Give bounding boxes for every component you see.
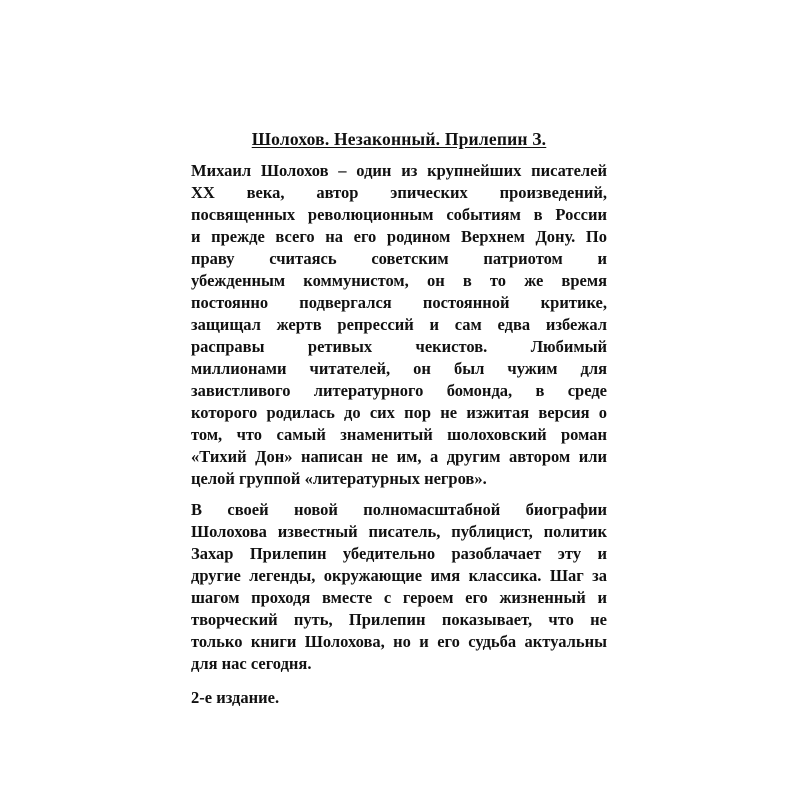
paragraph-line: защищал жертв репрессий и сам едва избежал xyxy=(191,315,607,334)
paragraph-line: другие легенды, окружающие имя классика. Шаг за xyxy=(191,566,607,585)
paragraph-line: миллионами читателей, он был чужим для xyxy=(191,359,607,378)
paragraph-line: и прежде всего на его родином Верхнем Дону. По xyxy=(191,227,607,246)
paragraph-line: XX века, автор эпических произведений, xyxy=(191,183,607,202)
document-title: Шолохов. Незаконный. Прилепин З. xyxy=(251,129,547,149)
paragraph-line: посвященных революционным событиям в России xyxy=(191,205,607,224)
paragraph-line: для нас сегодня. xyxy=(191,654,312,673)
paragraph-line: целой группой «литературных негров». xyxy=(191,469,487,488)
paragraph-line: которого родилась до сих пор не изжитая версия о xyxy=(191,403,607,422)
paragraph-line: В своей новой полномасштабной биографии xyxy=(191,500,607,519)
paragraph-line: праву считаясь советским патриотом и xyxy=(191,249,607,268)
paragraph-line: Захар Прилепин убедительно разоблачает эту и xyxy=(191,544,607,563)
edition-note: 2-е издание. xyxy=(191,688,280,707)
paragraph-line: расправы ретивых чекистов. Любимый xyxy=(191,337,607,356)
paragraph-line: Михаил Шолохов – один из крупнейших писателей xyxy=(191,161,607,180)
paragraph-line: Шолохова известный писатель, публицист, политик xyxy=(191,522,607,541)
paragraph-line: творческий путь, Прилепин показывает, что не xyxy=(191,610,607,629)
document-body xyxy=(191,160,607,675)
paragraph-line: «Тихий Дон» написан не им, а другим автором или xyxy=(191,447,607,466)
paragraph-2 xyxy=(191,499,607,675)
paragraph-line: постоянно подвергался постоянной критике, xyxy=(191,293,607,312)
document-page xyxy=(191,128,607,709)
paragraph-line: шагом проходя вместе с героем его жизненный и xyxy=(191,588,607,607)
paragraph-line: убежденным коммунистом, он в то же время xyxy=(191,271,607,290)
paragraph-line: только книги Шолохова, но и его судьба актуальны xyxy=(191,632,607,651)
paragraph-1 xyxy=(191,160,607,490)
paragraph-line: том, что самый знаменитый шолоховский роман xyxy=(191,425,607,444)
paragraph-line: завистливого литературного бомонда, в среде xyxy=(191,381,607,400)
